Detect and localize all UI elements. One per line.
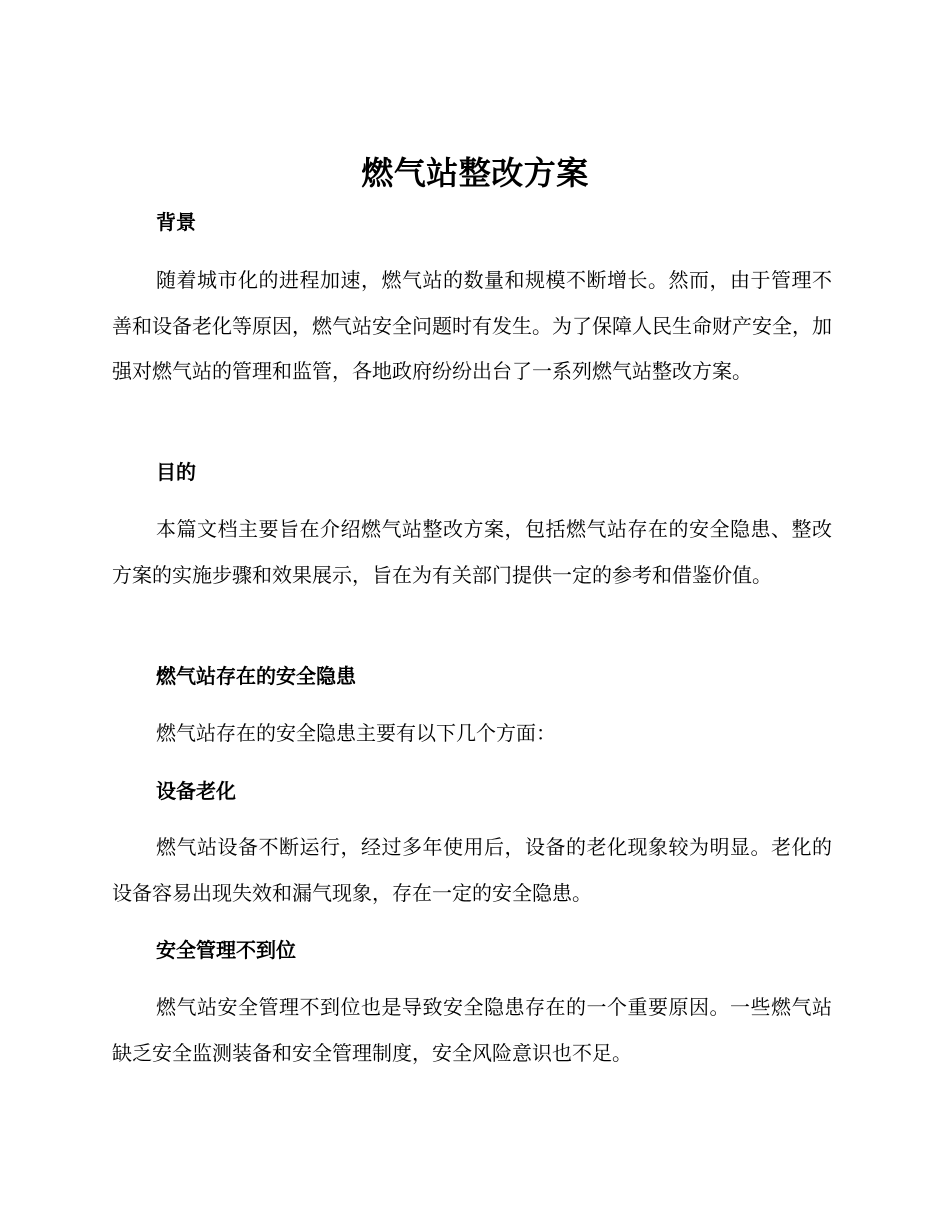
section-heading-purpose: 目的	[156, 460, 196, 484]
section-heading-safety-management: 安全管理不到位	[156, 938, 296, 962]
section-body-purpose: 本篇文档主要旨在介绍燃气站整改方案，包括燃气站存在的安全隐患、整改方案的实施步骤和效果展示，旨在为有关部门提供一定的参考和借鉴价值。	[112, 517, 832, 587]
section-heading-equipment-aging: 设备老化	[156, 779, 236, 803]
section-heading-hazards: 燃气站存在的安全隐患	[156, 664, 356, 688]
section-body-equipment-aging: 燃气站设备不断运行，经过多年使用后，设备的老化现象较为明显。老化的设备容易出现失效和漏气现象，存在一定的安全隐患。	[112, 835, 832, 905]
document-title: 燃气站整改方案	[361, 154, 589, 192]
section-body-hazards: 燃气站存在的安全隐患主要有以下几个方面：	[156, 721, 556, 745]
section-heading-background: 背景	[156, 210, 196, 234]
section-body-background: 随着城市化的进程加速，燃气站的数量和规模不断增长。然而，由于管理不善和设备老化等原因，燃气站安全问题时有发生。为了保障人民生命财产安全，加强对燃气站的管理和监管，各地政府纷纷出台了一系列燃气站整改方案。	[112, 268, 832, 383]
section-body-safety-management: 燃气站安全管理不到位也是导致安全隐患存在的一个重要原因。一些燃气站缺乏安全监测装备和安全管理制度，安全风险意识也不足。	[112, 995, 832, 1065]
